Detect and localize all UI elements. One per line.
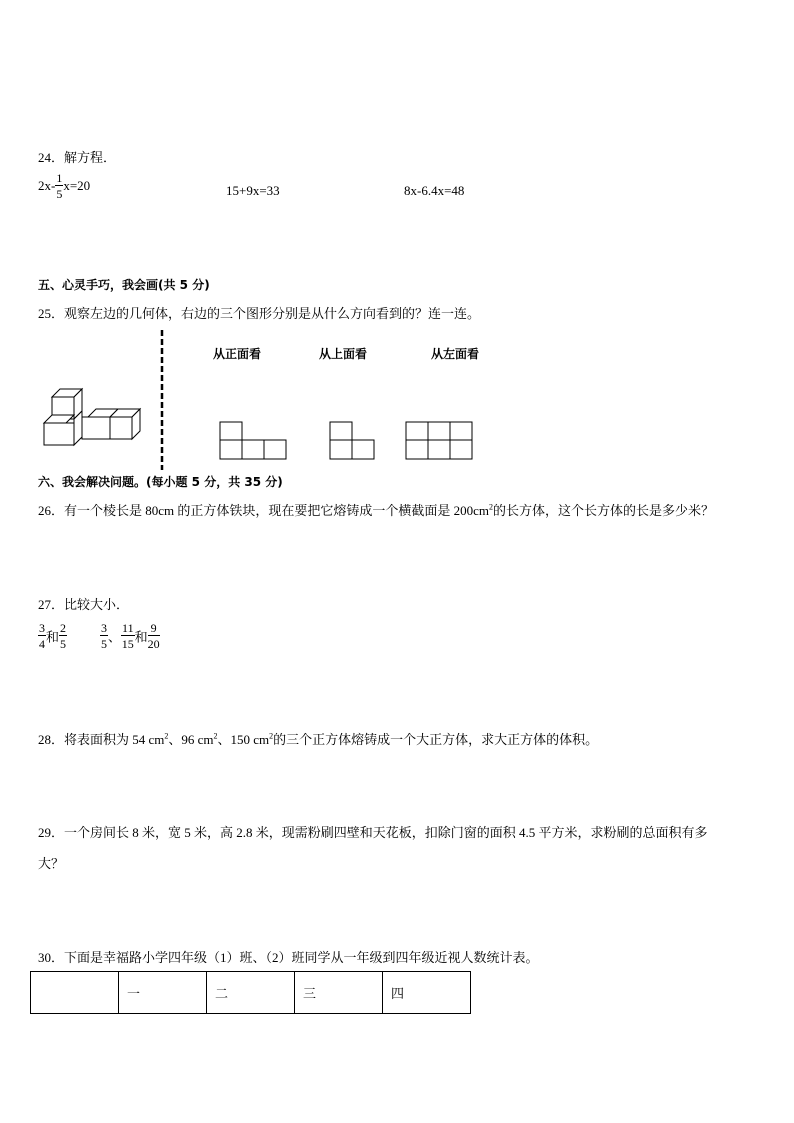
q26-text [38,500,714,519]
q27-frac-1-den: 4 [39,637,45,651]
solid-figure-cubes [38,385,143,447]
eq1-frac-num: 1 [56,171,63,185]
q27-frac-4 [121,622,135,650]
q29-line-2: 大？ [38,856,65,871]
q28-text-c: 、150 cm [217,732,270,747]
q28-sup-2: 2 [213,731,218,741]
shape-left-view [405,421,473,461]
q28-text-a: 28．将表面积为 54 cm [38,732,165,747]
q27-frac-1-num: 3 [39,621,45,635]
q24-equation-3: 8x-6.4x=48 [404,183,465,198]
q27-sep: 、 [108,629,122,645]
shape-front-view [219,421,287,461]
label-front-view: 从正面看 [213,347,262,361]
table-cell: 二 [207,972,295,1014]
eq1-suffix: x=20 [63,178,91,193]
q30-title: 30．下面是幸福路小学四年级（1）班、（2）班同学从一年级到四年级近视人数统计表。 [38,950,539,965]
table-cell: 三 [295,972,383,1014]
table-cell: 一 [119,972,207,1014]
label-top-view: 从上面看 [319,347,368,361]
q28-sup-1: 2 [164,731,169,741]
table-cell [31,972,119,1014]
q29-line-1: 29．一个房间长 8 米，宽 5 米，高 2.8 米，现需粉刷四壁和天花板，扣除门窗的面积 4.5 平方米，求粉刷的总面积有多 [38,825,708,840]
q27-title: 27．比较大小． [38,597,130,612]
q28-text-b: 、96 cm [168,732,214,747]
q27-and-2: 和 [134,629,148,645]
q30-table [30,971,471,1014]
q27-frac-3 [100,622,108,650]
table-cell: 四 [383,972,471,1014]
label-left-view: 从左面看 [431,347,480,361]
section6-heading: 六、我会解决问题。(每小题 5 分，共 35 分) [38,475,283,489]
section5-heading: 五、心灵手巧，我会画(共 5 分) [38,278,210,292]
q26-text-b: 的长方体，这个长方体的长是多少米？ [493,503,715,518]
q27-compare-1 [38,622,67,650]
q25-title: 25．观察左边的几何体，右边的三个图形分别是从什么方向看到的？连一连。 [38,306,481,321]
q27-frac-3-den: 5 [101,637,107,651]
q28-text-d: 的三个正方体熔铸成一个大正方体，求大正方体的体积。 [273,732,599,747]
q27-frac-5 [148,622,160,650]
q27-frac-4-den: 15 [121,637,134,651]
q24-equation-1 [38,172,90,200]
q27-compare-2 [100,622,160,650]
q24-equation-2: 15+9x=33 [226,183,280,198]
q27-frac-4-num: 11 [122,621,134,635]
q27-frac-2-num: 2 [60,621,67,635]
eq1-prefix: 2x- [38,178,56,193]
q24-title: 24．解方程． [38,150,117,165]
table-row [31,972,471,1014]
q28-text [38,729,598,748]
q27-frac-1 [38,622,46,650]
eq1-frac-den: 5 [56,187,63,201]
q27-frac-3-num: 3 [101,621,107,635]
q27-and-1: 和 [46,629,60,645]
q27-frac-2-den: 5 [60,637,67,651]
dashed-divider [160,330,164,470]
q26-sup: 2 [489,502,494,512]
q27-frac-5-num: 9 [148,622,160,636]
shape-top-view [329,421,375,461]
q26-text-a: 26．有一个棱长是 80cm 的正方体铁块，现在要把它熔铸成一个横截面是 200cm [38,503,490,518]
q27-frac-2 [59,622,67,650]
q27-frac-5-den: 20 [147,637,160,651]
q28-sup-3: 2 [269,731,274,741]
